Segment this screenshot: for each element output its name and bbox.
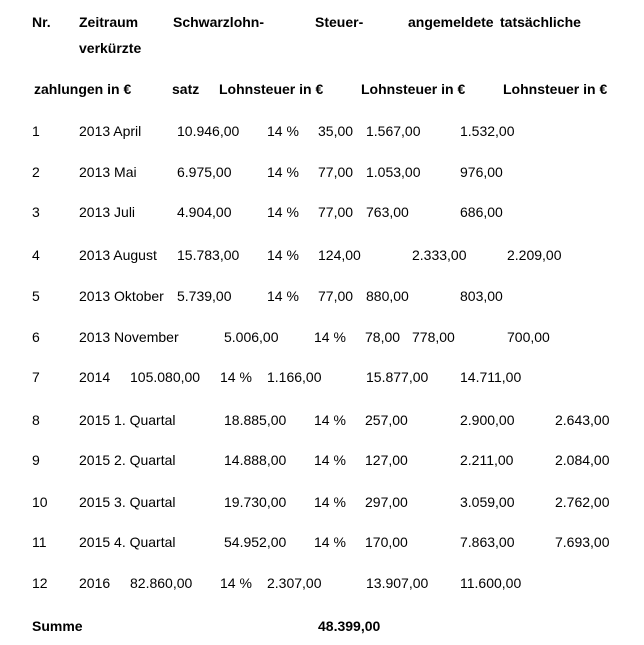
row-8-schwarzlohn: 18.885,00 xyxy=(224,412,287,428)
row-7-zeitraum: 2014 xyxy=(79,369,111,385)
row-11-schwarzlohn: 54.952,00 xyxy=(224,534,287,550)
row-7-tatsaechlich: 14.711,00 xyxy=(460,369,522,385)
summe-label: Summe xyxy=(32,618,83,634)
row-5-satz: 14 % xyxy=(267,288,299,304)
row-2-nr: 2 xyxy=(32,164,40,180)
row-11-satz: 14 % xyxy=(314,534,346,550)
row-6-tatsaechlich: 700,00 xyxy=(507,329,550,345)
row-12-zeitraum: 2016 xyxy=(79,575,111,591)
row-6-schwarzlohn: 5.006,00 xyxy=(224,329,279,345)
header-lohnsteuer-verkuerzt: Lohnsteuer in € xyxy=(219,81,324,97)
row-10-zeitraum: 2015 3. Quartal xyxy=(79,494,176,510)
row-1-schwarzlohn: 10.946,00 xyxy=(177,123,240,139)
header-lohnsteuer-angemeldet: Lohnsteuer in € xyxy=(361,81,466,97)
row-6-zeitraum: 2013 November xyxy=(79,329,179,345)
row-9-angemeldet: 2.211,00 xyxy=(460,452,514,468)
row-8-tatsaechlich: 2.643,00 xyxy=(555,412,610,428)
row-5-verkuerzt: 77,00 xyxy=(318,288,354,304)
row-6-angemeldet: 778,00 xyxy=(412,329,455,345)
row-10-satz: 14 % xyxy=(314,494,346,510)
row-2-tatsaechlich: 976,00 xyxy=(460,164,503,180)
row-4-verkuerzt: 124,00 xyxy=(318,247,361,263)
row-3-nr: 3 xyxy=(32,204,40,220)
summe-value: 48.399,00 xyxy=(318,618,381,634)
row-9-nr: 9 xyxy=(32,452,40,468)
row-4-schwarzlohn: 15.783,00 xyxy=(177,247,240,263)
row-8-verkuerzt: 257,00 xyxy=(365,412,408,428)
header-lohnsteuer-tatsaechlich: Lohnsteuer in € xyxy=(503,81,608,97)
row-5-schwarzlohn: 5.739,00 xyxy=(177,288,232,304)
row-8-angemeldet: 2.900,00 xyxy=(460,412,515,428)
row-9-satz: 14 % xyxy=(314,452,346,468)
header-nr: Nr. xyxy=(32,14,51,30)
row-3-satz: 14 % xyxy=(267,204,299,220)
header-steuer: Steuer- xyxy=(315,14,364,30)
row-9-verkuerzt: 127,00 xyxy=(365,452,408,468)
row-12-schwarzlohn: 82.860,00 xyxy=(130,575,193,591)
row-10-schwarzlohn: 19.730,00 xyxy=(224,494,287,510)
row-4-tatsaechlich: 2.209,00 xyxy=(507,247,562,263)
row-5-tatsaechlich: 803,00 xyxy=(460,288,503,304)
row-8-nr: 8 xyxy=(32,412,40,428)
row-1-angemeldet: 1.567,00 xyxy=(366,123,421,139)
row-2-zeitraum: 2013 Mai xyxy=(79,164,137,180)
row-3-angemeldet: 763,00 xyxy=(366,204,409,220)
row-3-zeitraum: 2013 Juli xyxy=(79,204,136,220)
row-7-angemeldet: 15.877,00 xyxy=(366,369,429,385)
header-angemeldete: angemeldete xyxy=(408,14,494,30)
row-11-zeitraum: 2015 4. Quartal xyxy=(79,534,176,550)
row-3-schwarzlohn: 4.904,00 xyxy=(177,204,232,220)
row-12-angemeldet: 13.907,00 xyxy=(366,575,429,591)
row-1-nr: 1 xyxy=(32,123,40,139)
row-12-nr: 12 xyxy=(32,575,48,591)
row-8-satz: 14 % xyxy=(314,412,346,428)
row-5-nr: 5 xyxy=(32,288,40,304)
row-9-schwarzlohn: 14.888,00 xyxy=(224,452,287,468)
header-verkuerzte: verkürzte xyxy=(79,40,142,56)
row-7-verkuerzt: 1.166,00 xyxy=(267,369,322,385)
row-11-tatsaechlich: 7.693,00 xyxy=(555,534,610,550)
row-2-verkuerzt: 77,00 xyxy=(318,164,354,180)
row-3-verkuerzt: 77,00 xyxy=(318,204,354,220)
row-4-zeitraum: 2013 August xyxy=(79,247,157,263)
row-1-zeitraum: 2013 April xyxy=(79,123,142,139)
row-5-angemeldet: 880,00 xyxy=(366,288,409,304)
row-11-angemeldet: 7.863,00 xyxy=(460,534,515,550)
row-12-tatsaechlich: 11.600,00 xyxy=(460,575,522,591)
row-4-angemeldet: 2.333,00 xyxy=(412,247,467,263)
row-12-verkuerzt: 2.307,00 xyxy=(267,575,322,591)
row-9-zeitraum: 2015 2. Quartal xyxy=(79,452,176,468)
header-zeitraum: Zeitraum xyxy=(79,14,139,30)
row-2-satz: 14 % xyxy=(267,164,299,180)
row-1-tatsaechlich: 1.532,00 xyxy=(460,123,515,139)
header-schwarzlohn: Schwarzlohn- xyxy=(173,14,265,30)
header-tatsaechliche: tatsächliche xyxy=(500,14,581,30)
row-1-satz: 14 % xyxy=(267,123,299,139)
row-6-satz: 14 % xyxy=(314,329,346,345)
row-2-angemeldet: 1.053,00 xyxy=(366,164,421,180)
row-9-tatsaechlich: 2.084,00 xyxy=(555,452,610,468)
row-10-nr: 10 xyxy=(32,494,48,510)
row-10-angemeldet: 3.059,00 xyxy=(460,494,515,510)
row-4-nr: 4 xyxy=(32,247,40,263)
row-11-verkuerzt: 170,00 xyxy=(365,534,408,550)
row-1-verkuerzt: 35,00 xyxy=(318,123,354,139)
header-zahlungen: zahlungen in € xyxy=(34,81,132,97)
row-4-satz: 14 % xyxy=(267,247,299,263)
row-10-verkuerzt: 297,00 xyxy=(365,494,408,510)
row-8-zeitraum: 2015 1. Quartal xyxy=(79,412,176,428)
row-2-schwarzlohn: 6.975,00 xyxy=(177,164,232,180)
row-6-verkuerzt: 78,00 xyxy=(365,329,401,345)
row-7-schwarzlohn: 105.080,00 xyxy=(130,369,201,385)
row-7-nr: 7 xyxy=(32,369,40,385)
row-5-zeitraum: 2013 Oktober xyxy=(79,288,164,304)
row-7-satz: 14 % xyxy=(220,369,252,385)
header-satz: satz xyxy=(172,81,200,97)
row-6-nr: 6 xyxy=(32,329,40,345)
row-12-satz: 14 % xyxy=(220,575,252,591)
row-10-tatsaechlich: 2.762,00 xyxy=(555,494,610,510)
row-3-tatsaechlich: 686,00 xyxy=(460,204,503,220)
row-11-nr: 11 xyxy=(32,534,47,550)
